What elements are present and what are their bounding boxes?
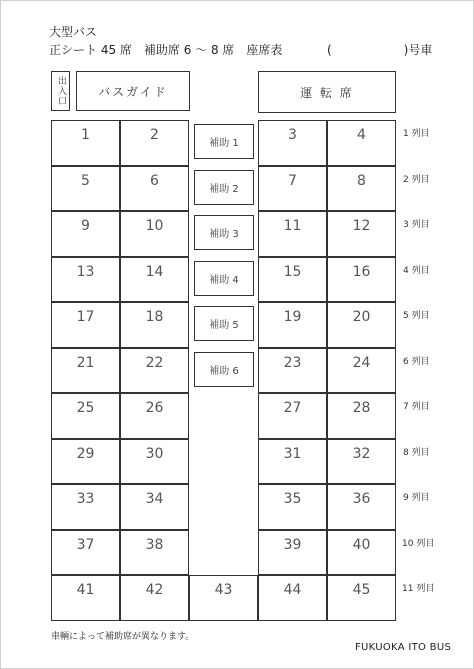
seat: 30 <box>120 439 189 484</box>
exit-door-label: 出入口 <box>51 71 70 111</box>
seat: 19 <box>258 302 327 348</box>
seat: 22 <box>120 348 189 393</box>
seat: 44 <box>258 575 327 621</box>
seat: 20 <box>327 302 396 348</box>
seat: 17 <box>51 302 120 348</box>
seat: 33 <box>51 484 120 530</box>
footer-note: 車輌によって補助席が異なります。 <box>51 632 195 642</box>
row-label: 5 列目 <box>403 311 430 321</box>
seat: 25 <box>51 393 120 439</box>
seat: 32 <box>327 439 396 484</box>
row-label: 11 列目 <box>402 584 435 594</box>
seat: 41 <box>51 575 120 621</box>
seat: 35 <box>258 484 327 530</box>
row-label: 7 列目 <box>403 402 430 412</box>
auxiliary-seat: 補助 6 <box>194 352 254 387</box>
seat: 28 <box>327 393 396 439</box>
seat: 27 <box>258 393 327 439</box>
auxiliary-seat: 補助 1 <box>194 124 254 159</box>
car-number-field: ( )号車 <box>327 43 433 57</box>
seat: 6 <box>120 166 189 211</box>
seat: 3 <box>258 120 327 166</box>
seat: 34 <box>120 484 189 530</box>
seat: 36 <box>327 484 396 530</box>
bus-guide-seat: バスガイド <box>76 71 190 111</box>
row-label: 8 列目 <box>403 448 430 458</box>
seat: 29 <box>51 439 120 484</box>
seat: 9 <box>51 211 120 257</box>
row-label: 1 列目 <box>403 129 430 139</box>
seat: 8 <box>327 166 396 211</box>
seat: 14 <box>120 257 189 302</box>
row-label: 3 列目 <box>403 220 430 230</box>
seat: 4 <box>327 120 396 166</box>
seat: 43 <box>189 575 258 621</box>
company-name: FUKUOKA ITO BUS <box>355 642 452 653</box>
auxiliary-seat: 補助 5 <box>194 306 254 341</box>
seat: 10 <box>120 211 189 257</box>
page-subtitle: 正シート 45 席 補助席 6 ～ 8 席 座席表 <box>49 43 283 57</box>
seat: 39 <box>258 530 327 575</box>
seat: 16 <box>327 257 396 302</box>
auxiliary-seat: 補助 2 <box>194 170 254 205</box>
seat: 12 <box>327 211 396 257</box>
seat: 26 <box>120 393 189 439</box>
auxiliary-seat: 補助 4 <box>194 261 254 296</box>
seat: 37 <box>51 530 120 575</box>
seat: 18 <box>120 302 189 348</box>
seat: 13 <box>51 257 120 302</box>
driver-seat: 運 転 席 <box>258 71 396 113</box>
row-label: 6 列目 <box>403 357 430 367</box>
seat: 2 <box>120 120 189 166</box>
seat: 40 <box>327 530 396 575</box>
seat: 24 <box>327 348 396 393</box>
seat: 5 <box>51 166 120 211</box>
seat: 11 <box>258 211 327 257</box>
seat: 15 <box>258 257 327 302</box>
row-label: 10 列目 <box>402 539 435 549</box>
seat: 45 <box>327 575 396 621</box>
seat: 7 <box>258 166 327 211</box>
seat: 38 <box>120 530 189 575</box>
header <box>49 23 282 59</box>
auxiliary-seat: 補助 3 <box>194 215 254 250</box>
row-label: 2 列目 <box>403 175 430 185</box>
seat: 42 <box>120 575 189 621</box>
seat: 23 <box>258 348 327 393</box>
seat: 1 <box>51 120 120 166</box>
page-title: 大型バス <box>49 25 98 39</box>
seat: 21 <box>51 348 120 393</box>
row-label: 9 列目 <box>403 493 430 503</box>
seat: 31 <box>258 439 327 484</box>
row-label: 4 列目 <box>403 266 430 276</box>
